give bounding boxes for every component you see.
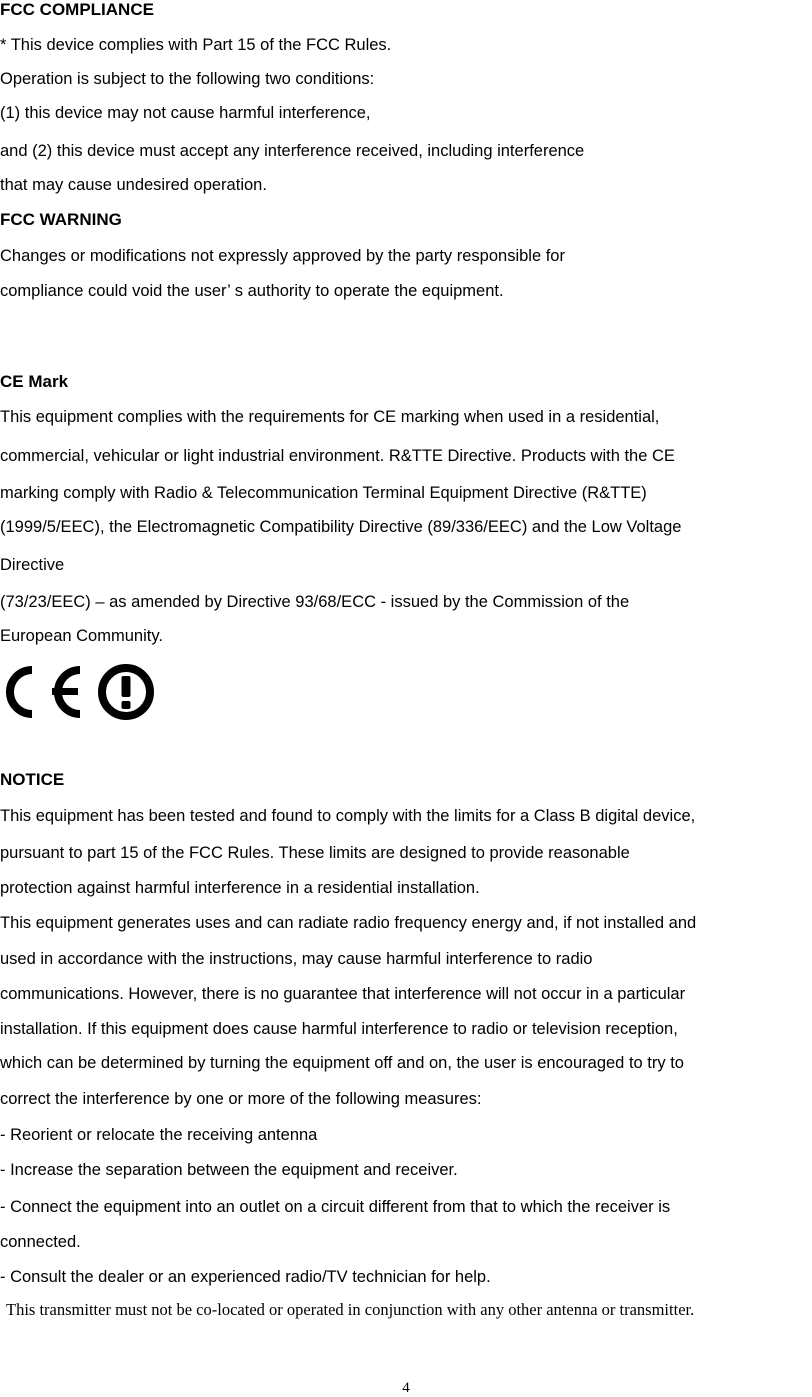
ce-mark-line: marking comply with Radio & Telecommunication Terminal Equipment Directive (R&TTE) [0, 484, 647, 502]
fcc-compliance-line: (1) this device may not cause harmful interference, [0, 104, 371, 122]
ce-mark-heading: CE Mark [0, 372, 69, 391]
notice-line: - Increase the separation between the equipment and receiver. [0, 1161, 458, 1179]
fcc-compliance-line: Operation is subject to the following two conditions: [0, 70, 375, 88]
ce-mark-line: European Community. [0, 627, 163, 645]
notice-line: pursuant to part 15 of the FCC Rules. These limits are designed to provide reasonable [0, 844, 630, 862]
notice-line: This equipment generates uses and can radiate radio frequency energy and, if not installed and [0, 914, 697, 932]
notice-line: - Connect the equipment into an outlet on a circuit different from that to which the receiver is [0, 1198, 671, 1216]
fcc-compliance-line: and (2) this device must accept any interference received, including interference [0, 142, 585, 160]
fcc-warning-line: Changes or modifications not expressly approved by the party responsible for [0, 247, 565, 265]
fcc-compliance-line: that may cause undesired operation. [0, 176, 267, 194]
ce-mark-line: (73/23/EEC) – as amended by Directive 93/68/ECC - issued by the Commission of the [0, 593, 630, 611]
fcc-compliance-heading: FCC COMPLIANCE [0, 0, 154, 19]
page-number: 4 [402, 1380, 410, 1396]
fcc-compliance-line: * This device complies with Part 15 of the FCC Rules. [0, 36, 392, 54]
ce-mark-line: Directive [0, 556, 65, 574]
notice-line: - Reorient or relocate the receiving antenna [0, 1126, 318, 1144]
notice-line: This equipment has been tested and found to comply with the limits for a Class B digital device, [0, 807, 696, 825]
notice-line: installation. If this equipment does cause harmful interference to radio or television reception, [0, 1020, 678, 1038]
ce-marking-logos [2, 660, 162, 722]
notice-heading: NOTICE [0, 770, 65, 789]
ce-mark-line: This equipment complies with the requirements for CE marking when used in a residential, [0, 408, 660, 426]
fcc-warning-heading: FCC WARNING [0, 210, 122, 229]
notice-line: protection against harmful interference in a residential installation. [0, 879, 480, 897]
notice-line: communications. However, there is no guarantee that interference will not occur in a particular [0, 985, 686, 1003]
transmitter-note: This transmitter must not be co-located or operated in conjunction with any other antenna or transmitter. [6, 1300, 695, 1319]
ce-logo [2, 660, 162, 722]
notice-line: which can be determined by turning the equipment off and on, the user is encouraged to try to [0, 1054, 684, 1072]
notice-line: correct the interference by one or more of the following measures: [0, 1090, 482, 1108]
notice-line: - Consult the dealer or an experienced radio/TV technician for help. [0, 1268, 491, 1286]
fcc-warning-line: compliance could void the user’ s authority to operate the equipment. [0, 282, 504, 300]
ce-mark-line: commercial, vehicular or light industrial environment. R&TTE Directive. Products with the CE [0, 447, 675, 465]
notice-line: connected. [0, 1233, 81, 1251]
alert-circle-icon [102, 668, 150, 716]
ce-mark-line: (1999/5/EEC), the Electromagnetic Compatibility Directive (89/336/EEC) and the Low Voltage [0, 518, 682, 536]
notice-line: used in accordance with the instructions, may cause harmful interference to radio [0, 950, 593, 968]
